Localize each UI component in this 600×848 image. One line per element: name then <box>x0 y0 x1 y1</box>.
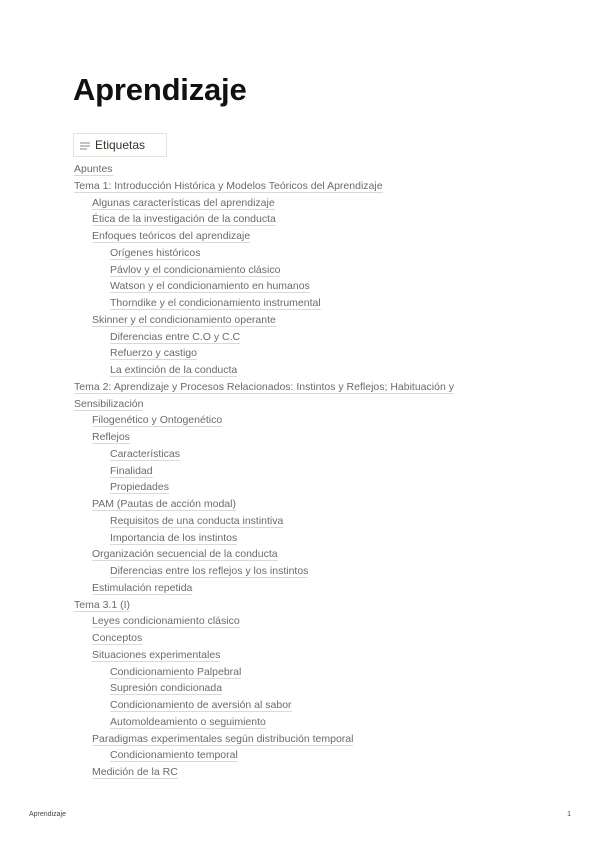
list-icon <box>80 142 90 150</box>
footer-title: Aprendizaje <box>29 811 66 818</box>
toc-link[interactable]: Watson y el condicionamiento en humanos <box>110 280 310 293</box>
toc-item[interactable] <box>74 563 494 580</box>
page-title: Aprendizaje <box>73 72 247 107</box>
toc-link[interactable]: Propiedades <box>110 481 169 494</box>
toc-item[interactable] <box>74 345 494 362</box>
toc-item[interactable] <box>74 764 494 781</box>
toc-item[interactable] <box>74 362 494 379</box>
toc-link[interactable]: Tema 1: Introducción Histórica y Modelos Teóricos del Aprendizaje <box>74 179 383 192</box>
toc-link[interactable]: Condicionamiento Palpebral <box>110 665 242 678</box>
toc-item[interactable] <box>74 714 494 731</box>
toc-item[interactable] <box>74 262 494 279</box>
toc-link[interactable]: Condicionamiento temporal <box>110 749 238 762</box>
tags-label: Etiquetas <box>95 138 146 152</box>
table-of-contents <box>74 161 494 781</box>
toc-item[interactable] <box>74 697 494 714</box>
toc-link[interactable]: Requisitos de una conducta instintiva <box>110 514 284 527</box>
toc-link[interactable]: Skinner y el condicionamiento operante <box>92 313 276 326</box>
toc-link[interactable]: Finalidad <box>110 464 153 477</box>
toc-link[interactable]: Leyes condicionamiento clásico <box>92 615 240 628</box>
page-number: 1 <box>567 811 571 818</box>
toc-item[interactable] <box>74 312 494 329</box>
toc-link[interactable]: Condicionamiento de aversión al sabor <box>110 699 292 711</box>
toc-item[interactable] <box>74 680 494 697</box>
toc-link[interactable]: Reflejos <box>92 431 130 443</box>
toc-link[interactable]: Refuerzo y castigo <box>110 347 197 360</box>
toc-link[interactable]: Filogenético y Ontogenético <box>92 414 223 427</box>
toc-link[interactable]: Supresión condicionada <box>110 682 223 695</box>
toc-link[interactable]: Tema 2: Aprendizaje y Procesos Relacionados: Instintos y Reflejos; Habituación y Sensibilización <box>74 380 454 410</box>
toc-item[interactable] <box>74 178 494 195</box>
toc-item[interactable] <box>74 412 494 429</box>
toc-item[interactable] <box>74 379 494 413</box>
toc-item[interactable] <box>74 161 494 178</box>
toc-item[interactable] <box>74 295 494 312</box>
toc-link[interactable]: Medición de la RC <box>92 766 178 778</box>
toc-item[interactable] <box>74 530 494 547</box>
toc-item[interactable] <box>74 613 494 630</box>
toc-link[interactable]: Apuntes <box>74 163 113 175</box>
toc-link[interactable]: Diferencias entre los reflejos y los instintos <box>110 565 309 577</box>
toc-link[interactable]: Tema 3.1 (I) <box>74 598 131 611</box>
tags-property[interactable] <box>73 133 167 157</box>
toc-link[interactable]: Características <box>110 447 181 460</box>
toc-item[interactable] <box>74 195 494 212</box>
toc-link[interactable]: Importancia de los instintos <box>110 531 238 544</box>
toc-item[interactable] <box>74 429 494 446</box>
toc-link[interactable]: Algunas características del aprendizaje <box>92 196 275 209</box>
toc-link[interactable]: Automoldeamiento o seguimiento <box>110 715 266 728</box>
toc-item[interactable] <box>74 245 494 262</box>
toc-link[interactable]: Conceptos <box>92 632 143 644</box>
toc-link[interactable]: Situaciones experimentales <box>92 648 221 661</box>
toc-item[interactable] <box>74 580 494 597</box>
toc-item[interactable] <box>74 228 494 245</box>
toc-link[interactable]: Ética de la investigación de la conducta <box>92 213 276 226</box>
toc-link[interactable]: Organización secuencial de la conducta <box>92 548 278 561</box>
toc-link[interactable]: Orígenes históricos <box>110 246 201 259</box>
toc-item[interactable] <box>74 479 494 496</box>
toc-link[interactable]: Estimulación repetida <box>92 581 193 594</box>
toc-item[interactable] <box>74 747 494 764</box>
toc-item[interactable] <box>74 630 494 647</box>
toc-link[interactable]: Pávlov y el condicionamiento clásico <box>110 263 281 276</box>
toc-item[interactable] <box>74 211 494 228</box>
toc-link[interactable]: Paradigmas experimentales según distribución temporal <box>92 732 354 745</box>
toc-item[interactable] <box>74 446 494 463</box>
toc-item[interactable] <box>74 731 494 748</box>
toc-link[interactable]: Diferencias entre C.O y C.C <box>110 330 241 343</box>
toc-item[interactable] <box>74 546 494 563</box>
toc-item[interactable] <box>74 329 494 346</box>
toc-link[interactable]: Thorndike y el condicionamiento instrumental <box>110 297 321 309</box>
toc-link[interactable]: PAM (Pautas de acción modal) <box>92 498 236 510</box>
toc-item[interactable] <box>74 513 494 530</box>
toc-link[interactable]: Enfoques teóricos del aprendizaje <box>92 230 251 242</box>
toc-item[interactable] <box>74 278 494 295</box>
toc-item[interactable] <box>74 463 494 480</box>
toc-item[interactable] <box>74 597 494 614</box>
toc-item[interactable] <box>74 496 494 513</box>
toc-item[interactable] <box>74 664 494 681</box>
toc-link[interactable]: La extinción de la conducta <box>110 364 238 376</box>
toc-item[interactable] <box>74 647 494 664</box>
